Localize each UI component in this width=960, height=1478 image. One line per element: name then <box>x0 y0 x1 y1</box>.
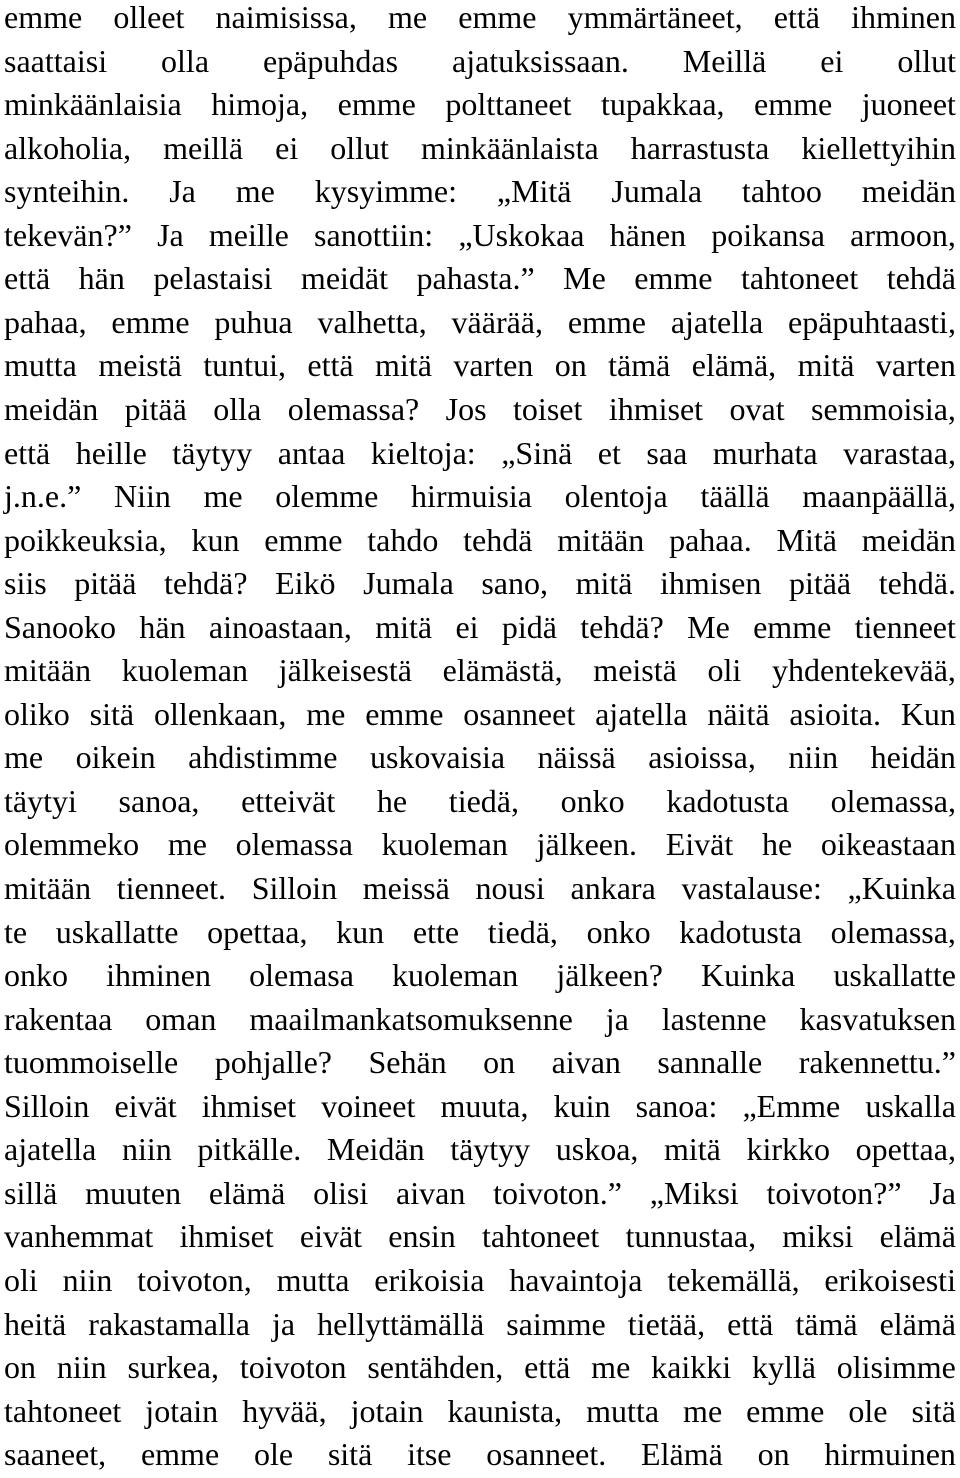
text-line: täytyi sanoa, etteivät he tiedä, onko kadotusta olemassa, <box>4 782 956 819</box>
text-line: tahtoneet jotain hyvää, jotain kaunista, mutta me emme ole sitä <box>4 1392 956 1429</box>
text-line: mutta meistä tuntui, että mitä varten on tämä elämä, mitä varten <box>4 347 956 384</box>
text-line: saattaisi olla epäpuhdas ajatuksissaan. Meillä ei ollut <box>4 42 956 79</box>
text-line: tuommoiselle pohjalle? Sehän on aivan sannalle rakennettu.” <box>4 1044 956 1081</box>
text-line: pahaa, emme puhua valhetta, väärää, emme ajatella epäpuhtaasti, <box>4 303 956 340</box>
text-line: oli niin toivoton, mutta erikoisia havaintoja tekemällä, erikoisesti <box>4 1261 956 1298</box>
text-line: heitä rakastamalla ja hellyttämällä saimme tietää, että tämä elämä <box>4 1305 956 1342</box>
text-line: Silloin eivät ihmiset voineet muuta, kuin sanoa: „Emme uskalla <box>4 1087 956 1124</box>
text-line: j.n.e.” Niin me olemme hirmuisia olentoja täällä maanpäällä, <box>4 478 956 515</box>
text-line: meidän pitää olla olemassa? Jos toiset ihmiset ovat semmoisia, <box>4 390 956 427</box>
document-page <box>4 0 956 1473</box>
text-line: on niin surkea, toivoton sentähden, että me kaikki kyllä olisimme <box>4 1349 956 1386</box>
text-line: sillä muuten elämä olisi aivan toivoton.” „Miksi toivoton?” Ja <box>4 1174 956 1211</box>
text-line: emme olleet naimisissa, me emme ymmärtäneet, että ihminen <box>4 0 956 35</box>
text-line: olemmeko me olemassa kuoleman jälkeen. Eivät he oikeastaan <box>4 826 956 863</box>
text-line: onko ihminen olemasa kuoleman jälkeen? Kuinka uskallatte <box>4 957 956 994</box>
text-line: alkoholia, meillä ei ollut minkäänlaista harrastusta kiellettyihin <box>4 129 956 166</box>
text-line: Sanooko hän ainoastaan, mitä ei pidä tehdä? Me emme tienneet <box>4 608 956 645</box>
text-line: oliko sitä ollenkaan, me emme osanneet ajatella näitä asioita. Kun <box>4 695 956 732</box>
text-line: mitään kuoleman jälkeisestä elämästä, meistä oli yhdentekevää, <box>4 652 956 689</box>
text-line: minkäänlaisia himoja, emme polttaneet tupakkaa, emme juoneet <box>4 86 956 123</box>
text-line: mitään tienneet. Silloin meissä nousi ankara vastalause: „Kuinka <box>4 870 956 906</box>
text-line: vanhemmat ihmiset eivät ensin tahtoneet tunnustaa, miksi elämä <box>4 1218 956 1255</box>
text-line: rakentaa oman maailmankatsomuksenne ja lastenne kasvatuksen <box>4 1000 956 1037</box>
text-line: että hän pelastaisi meidät pahasta.” Me emme tahtoneet tehdä <box>4 260 956 297</box>
text-line: että heille täytyy antaa kieltoja: „Sinä et saa murhata varastaa, <box>4 434 956 471</box>
text-line: poikkeuksia, kun emme tahdo tehdä mitään pahaa. Mitä meidän <box>4 521 956 558</box>
text-line: saaneet, emme ole sitä itse osanneet. Elämä on hirmuinen <box>4 1436 956 1473</box>
text-line: siis pitää tehdä? Eikö Jumala sano, mitä ihmisen pitää tehdä. <box>4 565 956 602</box>
text-line: synteihin. Ja me kysyimme: „Mitä Jumala tahtoo meidän <box>4 173 956 210</box>
text-line: te uskallatte opettaa, kun ette tiedä, onko kadotusta olemassa, <box>4 913 956 950</box>
text-line: tekevän?” Ja meille sanottiin: „Uskokaa hänen poikansa armoon, <box>4 216 956 253</box>
text-line: ajatella niin pitkälle. Meidän täytyy uskoa, mitä kirkko opettaa, <box>4 1131 956 1168</box>
text-line: me oikein ahdistimme uskovaisia näissä asioissa, niin heidän <box>4 739 956 776</box>
